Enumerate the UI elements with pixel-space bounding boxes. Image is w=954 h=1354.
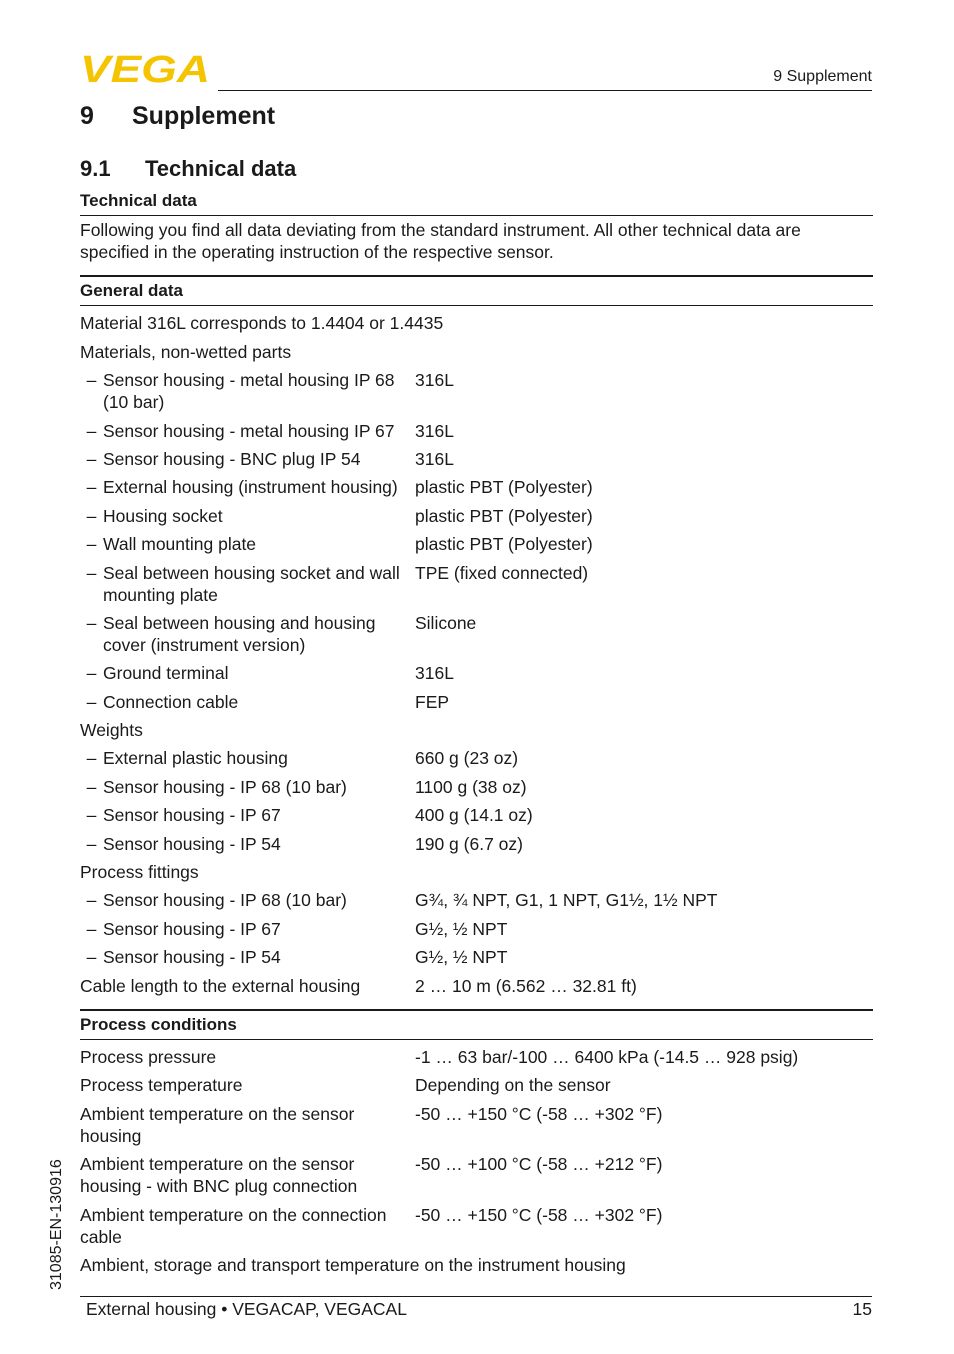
spec-value: 660 g (23 oz) [415, 748, 519, 769]
spec-name-cell [80, 833, 415, 855]
spec-value: 1100 g (38 oz) [415, 776, 527, 797]
technical-data-intro: Following you find all data deviating from the standard instrument. All other technical data are specified in the operating instruction of the respective sensor. [80, 220, 801, 262]
spec-name-cell [80, 691, 415, 713]
list-dash: – [86, 805, 97, 826]
spec-row [80, 1103, 873, 1147]
spec-value: 400 g (14.1 oz) [415, 805, 533, 826]
spec-name: Connection cable [103, 691, 239, 712]
list-dash: – [86, 918, 97, 939]
spec-row [80, 747, 873, 769]
spec-value: -50 … +100 °C (-58 … +212 °F) [415, 1154, 663, 1175]
spec-name-cell [80, 476, 415, 498]
list-dash: – [86, 562, 97, 583]
spec-name: Ground terminal [103, 663, 229, 684]
spec-row [80, 505, 873, 527]
list-dash: – [86, 890, 97, 911]
spec-value: 190 g (6.7 oz) [415, 833, 523, 854]
spec-name-cell [80, 776, 415, 798]
spec-name: Process temperature [80, 1075, 243, 1096]
list-dash: – [86, 776, 97, 797]
ambient-note: Ambient, storage and transport temperature on the instrument housing [80, 1254, 626, 1275]
general-data-heading: General data [80, 275, 873, 306]
list-dash: – [86, 370, 97, 391]
spec-name-cell [80, 562, 415, 606]
spec-row [80, 1046, 873, 1068]
spec-row [80, 1204, 873, 1248]
spec-value: TPE (fixed connected) [415, 562, 589, 583]
spec-row [80, 691, 873, 713]
spec-name: Sensor housing - IP 67 [103, 918, 281, 939]
spec-name: Cable length to the external housing [80, 975, 361, 996]
spec-value: G½, ½ NPT [415, 918, 508, 939]
chapter-title: Supplement [132, 102, 276, 130]
spec-name-cell [80, 369, 415, 413]
spec-value: plastic PBT (Polyester) [415, 505, 593, 526]
vega-logo [80, 52, 212, 84]
spec-name: Ambient temperature on the sensor housing [80, 1103, 355, 1146]
spec-name: Sensor housing - IP 54 [103, 833, 281, 854]
spec-value: 316L [415, 448, 454, 469]
spec-row [80, 562, 873, 606]
footer-title: External housing • VEGACAP, VEGACAL [86, 1299, 407, 1319]
header-divider [218, 90, 872, 91]
spec-name-cell [80, 946, 415, 968]
spec-value: plastic PBT (Polyester) [415, 534, 593, 555]
spec-row [80, 420, 873, 442]
spec-name: Sensor housing - IP 68 (10 bar) [103, 890, 347, 911]
spec-name-cell [80, 420, 415, 442]
spec-name: Sensor housing - IP 68 (10 bar) [103, 776, 347, 797]
spec-name: Ambient temperature on the sensor housing - with BNC plug connection [80, 1154, 358, 1197]
spec-value: plastic PBT (Polyester) [415, 477, 593, 498]
spec-value: 316L [415, 663, 454, 684]
spec-name: Sensor housing - BNC plug IP 54 [103, 448, 361, 469]
section-title: Technical data [145, 156, 297, 181]
spec-name: Sensor housing - IP 54 [103, 947, 281, 968]
material-note: Material 316L corresponds to 1.4404 or 1.4435 [80, 313, 444, 334]
cable-length-row [80, 975, 873, 997]
chapter-number: 9 [80, 102, 94, 130]
list-dash: – [86, 691, 97, 712]
spec-name: External housing (instrument housing) [103, 477, 398, 498]
spec-value: 2 … 10 m (6.562 … 32.81 ft) [415, 975, 637, 996]
vega-logo-text: VEGA [80, 52, 210, 84]
spec-row [80, 946, 873, 968]
spec-row [80, 533, 873, 555]
spec-name: Process pressure [80, 1046, 217, 1067]
list-dash: – [86, 448, 97, 469]
spec-value: 316L [415, 420, 454, 441]
spec-row [80, 889, 873, 911]
spec-name-cell [80, 889, 415, 911]
spec-name: Housing socket [103, 505, 223, 526]
spec-name: Wall mounting plate [103, 534, 257, 555]
section-heading [80, 156, 296, 182]
list-dash: – [86, 505, 97, 526]
spec-name-cell [80, 533, 415, 555]
spec-name-cell [80, 662, 415, 684]
materials-list [80, 369, 873, 713]
weights-list [80, 747, 873, 854]
fittings-label: Process fittings [80, 862, 199, 883]
spec-value: FEP [415, 691, 450, 712]
spec-value: -1 … 63 bar/-100 … 6400 kPa (-14.5 … 928 psig) [415, 1046, 799, 1067]
fittings-list [80, 889, 873, 968]
spec-row [80, 776, 873, 798]
spec-row [80, 612, 873, 656]
spec-row [80, 833, 873, 855]
materials-label: Materials, non-wetted parts [80, 341, 292, 362]
list-dash: – [86, 748, 97, 769]
spec-row [80, 1153, 873, 1197]
list-dash: – [86, 947, 97, 968]
spec-row [80, 804, 873, 826]
spec-name-cell [80, 918, 415, 940]
spec-name: Sensor housing - metal housing IP 68 (10 bar) [103, 370, 395, 413]
list-dash: – [86, 663, 97, 684]
spec-name-cell [80, 505, 415, 527]
spec-name-cell [80, 612, 415, 656]
process-list [80, 1046, 873, 1248]
running-title: 9 Supplement [773, 68, 872, 85]
spec-row [80, 476, 873, 498]
page-number: 15 [852, 1299, 872, 1319]
spec-value: Depending on the sensor [415, 1075, 611, 1096]
technical-data-heading: Technical data [80, 188, 873, 216]
list-dash: – [86, 477, 97, 498]
spec-value: G¾, ¾ NPT, G1, 1 NPT, G1½, 1½ NPT [415, 890, 718, 911]
spec-content [80, 188, 873, 1276]
spec-row [80, 1074, 873, 1096]
spec-row [80, 448, 873, 470]
list-dash: – [86, 420, 97, 441]
spec-row [80, 662, 873, 684]
footer-divider [80, 1296, 872, 1297]
spec-value: Silicone [415, 612, 477, 633]
list-dash: – [86, 833, 97, 854]
list-dash: – [86, 534, 97, 555]
spec-value: 316L [415, 370, 454, 391]
process-conditions-heading: Process conditions [80, 1009, 873, 1040]
spec-name: External plastic housing [103, 748, 288, 769]
spec-name: Sensor housing - IP 67 [103, 805, 281, 826]
spec-name: Seal between housing socket and wall mounting plate [103, 562, 400, 605]
spec-name: Sensor housing - metal housing IP 67 [103, 420, 395, 441]
spec-name-cell [80, 804, 415, 826]
spec-value: -50 … +150 °C (-58 … +302 °F) [415, 1204, 663, 1225]
spec-row [80, 918, 873, 940]
document-code: 31085-EN-130916 [48, 1159, 65, 1290]
list-dash: – [86, 612, 97, 633]
weights-label: Weights [80, 720, 143, 741]
spec-name: Seal between housing and housing cover (instrument version) [103, 612, 376, 655]
spec-name-cell [80, 448, 415, 470]
spec-name: Ambient temperature on the connection cable [80, 1204, 387, 1247]
spec-row [80, 369, 873, 413]
spec-value: -50 … +150 °C (-58 … +302 °F) [415, 1103, 663, 1124]
section-number: 9.1 [80, 156, 111, 181]
spec-value: G½, ½ NPT [415, 947, 508, 968]
chapter-heading [80, 102, 275, 131]
spec-name-cell [80, 747, 415, 769]
